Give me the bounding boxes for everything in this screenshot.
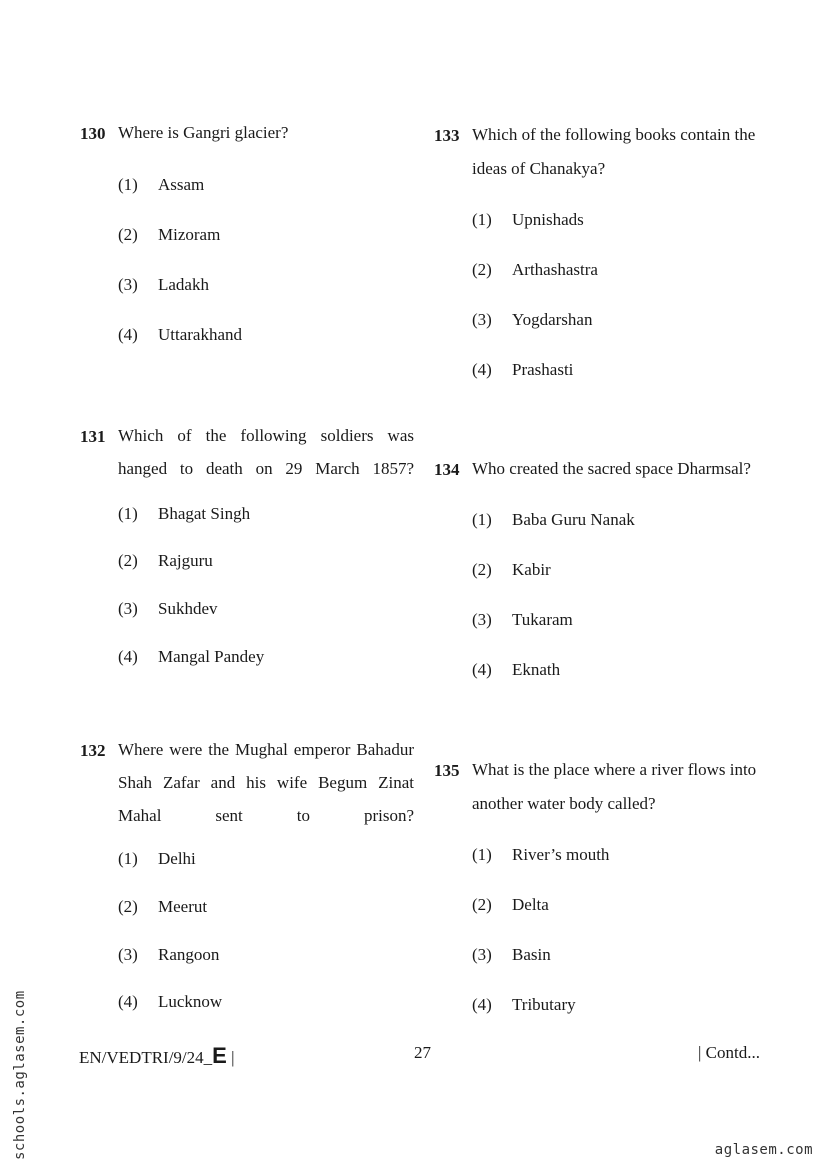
question-number: 133: [434, 126, 460, 145]
option: (1) Upnishads: [472, 210, 584, 229]
option: (3) Basin: [472, 945, 551, 964]
continued-label: | Contd...: [698, 1043, 760, 1062]
paper-code: [79, 1043, 235, 1069]
question-text: Where were the Mughal emperor Bahadur Shah Zafar and his wife Begum Zinat Mahal sent to prison?: [118, 740, 414, 825]
option: (4) Prashasti: [472, 360, 574, 379]
option: (2) Mizoram: [118, 225, 221, 244]
option: (4) Tributary: [472, 995, 576, 1014]
option: (1) Bhagat Singh: [118, 504, 251, 523]
option: (2) Delta: [472, 895, 549, 914]
option: (3) Yogdarshan: [472, 310, 593, 329]
question-text: Which of the following books contain the ideas of Chanakya?: [472, 125, 756, 178]
question-text: Who created the sacred space Dharmsal?: [472, 459, 751, 478]
option: (2) Meerut: [118, 897, 208, 916]
question-number: 130: [80, 124, 106, 143]
paper-set-letter: E: [212, 1043, 227, 1068]
option: (3) Ladakh: [118, 275, 209, 294]
option: (3) Tukaram: [472, 610, 573, 629]
option: (4) Uttarakhand: [118, 325, 243, 344]
question-number: 135: [434, 761, 460, 780]
option: (1) Delhi: [118, 849, 196, 868]
option: (3) Sukhdev: [118, 599, 218, 618]
option: (1) Assam: [118, 175, 205, 194]
option: (4) Lucknow: [118, 992, 223, 1011]
side-watermark: schools.aglasem.com: [12, 990, 28, 1160]
bottom-watermark: aglasem.com: [714, 1142, 813, 1158]
question-number: 134: [434, 460, 460, 479]
page-number: 27: [414, 1043, 431, 1062]
question-text: What is the place where a river flows into another water body called?: [472, 760, 757, 813]
question-number: 132: [80, 741, 106, 760]
paper-code-text: EN/VEDTRI/9/24_: [79, 1048, 213, 1067]
option: (1) River’s mouth: [472, 845, 610, 864]
option: (3) Rangoon: [118, 945, 220, 964]
option: (2) Kabir: [472, 560, 551, 579]
option: (2) Arthashastra: [472, 260, 598, 279]
option: (4) Eknath: [472, 660, 561, 679]
option: (1) Baba Guru Nanak: [472, 510, 635, 529]
question-text: Which of the following soldiers was hanged to death on 29 March 1857?: [118, 426, 414, 478]
paper-code-separator: |: [231, 1048, 235, 1067]
option: (2) Rajguru: [118, 551, 213, 570]
option: (4) Mangal Pandey: [118, 647, 265, 666]
question-text: Where is Gangri glacier?: [118, 123, 289, 142]
question-number: 131: [80, 427, 106, 446]
